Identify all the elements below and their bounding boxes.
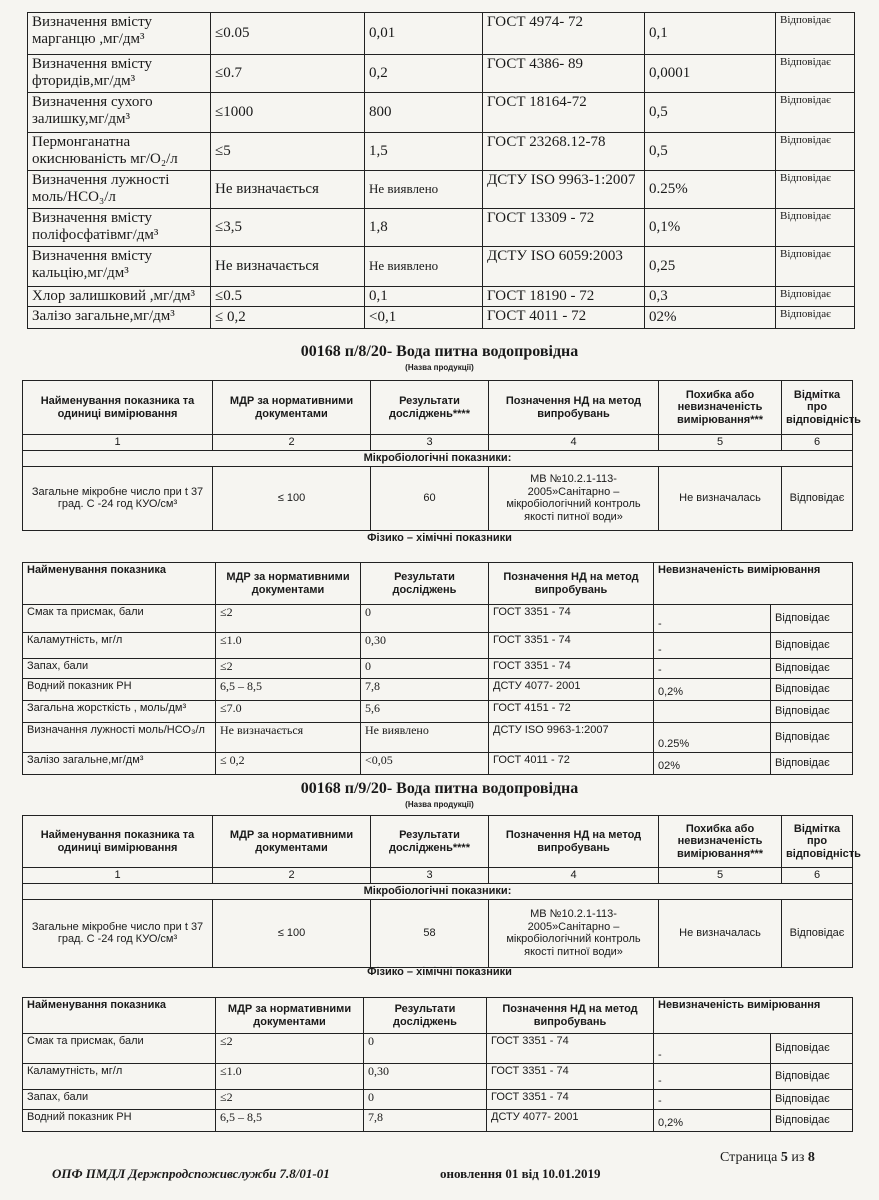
phys-row-comp: Відповідає [771,659,853,679]
top-table-row [28,133,855,171]
phys-row-uncert: - [654,1064,771,1090]
top-row-method: ГОСТ 4974- 72 [483,13,645,55]
top-row-uncert: 0,1% [645,209,776,247]
s1-ph-norm: МДР за нормативними документами [216,563,361,605]
table-row [23,701,853,723]
top-row-norm: ≤0.7 [211,55,365,93]
phys-row-uncert: 0,2% [654,1110,771,1132]
s2-num-4: 4 [489,868,659,884]
top-row-comp: Відповідає [776,209,855,247]
top-row-comp: Відповідає [776,13,855,55]
phys-row-method: ДСТУ 4077- 2001 [489,679,654,701]
top-row-norm: ≤ 0,2 [211,307,365,329]
phys-row-comp: Відповідає [771,723,853,753]
s2-micro-name: Загальне мікробне число при t 37 град. С -24 год КУО/см³ [23,899,213,967]
phys-row-norm: ≤2 [216,605,361,633]
phys-row-name: Залізо загальне,мг/дм³ [23,753,216,775]
s1-num-2: 2 [213,435,371,451]
phys-row-method: ДСТУ ISO 9963-1:2007 [489,723,654,753]
phys-row-method: ГОСТ 3351 - 74 [489,659,654,679]
s1-num-6: 6 [782,435,853,451]
top-table-row [28,209,855,247]
page-number [720,1150,815,1166]
phys-row-uncert: - [654,1090,771,1110]
phys-row-method: ГОСТ 4151 - 72 [489,701,654,723]
s2-num-1: 1 [23,868,213,884]
phys-row-uncert: - [654,1034,771,1064]
top-table-row [28,307,855,329]
top-row-norm: ≤3,5 [211,209,365,247]
section2-subtitle: (Назва продукції) [405,800,474,809]
s1-h-method: Позначення НД на метод випробувань [489,381,659,435]
s2-h-norm: МДР за нормативними документами [213,816,371,868]
phys-row-name: Каламутність, мг/л [23,633,216,659]
top-row-name: Визначення вмісту фторидів,мг/дм³ [28,55,211,93]
phys-row-name: Смак та присмак, бали [23,1034,216,1064]
top-table-row [28,55,855,93]
top-row-method: ДСТУ ISO 6059:2003 [483,247,645,287]
phys-row-method: ДСТУ 4077- 2001 [487,1110,654,1132]
table-row [23,723,853,753]
top-row-method: ГОСТ 23268.12-78 [483,133,645,171]
phys-row-uncert [654,701,771,723]
phys-row-name: Запах, бали [23,659,216,679]
top-row-comp: Відповідає [776,93,855,133]
top-row-result: <0,1 [365,307,483,329]
phys-row-name: Водний показник РН [23,1110,216,1132]
top-table-row [28,247,855,287]
s2-h-comp: Відмітка про відповідність [782,816,853,868]
page-total: 8 [807,1150,815,1165]
s2-micro-result: 58 [371,899,489,967]
phys-row-result: 0 [361,659,489,679]
phys-row-comp: Відповідає [771,679,853,701]
page-num: 5 [780,1150,788,1165]
s2-micro-uncert: Не визначалась [659,899,782,967]
s1-micro-method: МВ №10.2.1-113-2005»Санітарно – мікробіологічний контроль якості питної води» [489,466,659,530]
phys-row-norm: Не визначається [216,723,361,753]
s1-ph-method: Позначення НД на метод випробувань [489,563,654,605]
s1-ph-name: Найменування показника [23,563,216,605]
s1-micro-result: 60 [371,466,489,530]
top-row-result: 0,2 [365,55,483,93]
s1-num-1: 1 [23,435,213,451]
phys-row-method: ГОСТ 3351 - 74 [489,605,654,633]
top-row-result: 1,5 [365,133,483,171]
top-results-table [27,12,855,329]
table-row [23,753,853,775]
phys-row-comp: Відповідає [771,605,853,633]
top-row-method: ГОСТ 18164-72 [483,93,645,133]
phys-row-norm: 6,5 – 8,5 [216,1110,364,1132]
section1-phys-caption: Фізико – хімічні показники [367,532,512,544]
s1-h-name: Найменування показника та одиниці вимірювання [23,381,213,435]
top-row-method: ДСТУ ISO 9963-1:2007 [483,171,645,209]
section2-title: 00168 п/9/20- Вода питна водопровідна [300,780,579,797]
top-row-method: ГОСТ 4011 - 72 [483,307,645,329]
top-row-name: Залізо загальне,мг/дм³ [28,307,211,329]
section1-phys-table [22,562,853,775]
table-row [23,659,853,679]
s2-h-name: Найменування показника та одиниці вимірювання [23,816,213,868]
top-row-name: Визначення вмісту кальцію,мг/дм³ [28,247,211,287]
top-row-comp: Відповідає [776,55,855,93]
phys-row-norm: ≤1.0 [216,633,361,659]
top-row-name: Визначення сухого залишку,мг/дм³ [28,93,211,133]
section2-phys-table [22,997,853,1132]
phys-row-norm: 6,5 – 8,5 [216,679,361,701]
phys-row-method: ГОСТ 4011 - 72 [489,753,654,775]
top-row-result: 0,01 [365,13,483,55]
phys-row-name: Каламутність, мг/л [23,1064,216,1090]
phys-row-norm: ≤7.0 [216,701,361,723]
top-row-uncert: 0,25 [645,247,776,287]
top-row-method: ГОСТ 18190 - 72 [483,287,645,307]
top-row-name: Визначення лужності моль/НСО₃/л [28,171,211,209]
phys-row-result: 7,8 [361,679,489,701]
s2-micro-caption: Мікробіологічні показники: [23,883,853,899]
s2-h-uncert: Похибка або невизначеність вимірювання*** [659,816,782,868]
top-row-comp: Відповідає [776,171,855,209]
s2-ph-result: Результати досліджень [364,998,487,1034]
phys-row-uncert: 0,2% [654,679,771,701]
s1-num-3: 3 [371,435,489,451]
phys-row-name: Загальна жорсткість , моль/дм³ [23,701,216,723]
phys-row-comp: Відповідає [771,1064,853,1090]
top-table-row [28,13,855,55]
phys-row-result: 0,30 [361,633,489,659]
table-row [23,633,853,659]
s1-num-5: 5 [659,435,782,451]
s2-h-method: Позначення НД на метод випробувань [489,816,659,868]
phys-row-comp: Відповідає [771,633,853,659]
phys-row-uncert: - [654,605,771,633]
phys-row-comp: Відповідає [771,753,853,775]
phys-row-name: Водний показник РН [23,679,216,701]
top-row-name: Визначення вмісту поліфосфатівмг/дм³ [28,209,211,247]
top-table-row [28,171,855,209]
page-of: из [791,1150,805,1165]
top-row-uncert: 0,5 [645,93,776,133]
top-row-norm: ≤0.5 [211,287,365,307]
top-row-uncert: 02% [645,307,776,329]
top-row-norm: ≤0.05 [211,13,365,55]
s1-micro-caption: Мікробіологічні показники: [23,450,853,466]
footer-org: ОПФ ПМДЛ Держпродспоживслужби 7.8/01-01 [52,1166,330,1181]
table-row [23,1064,853,1090]
table-row [23,1090,853,1110]
top-row-uncert: 0,1 [645,13,776,55]
section2-micro-table [22,815,861,968]
top-row-name: Визначення вмісту марганцю ,мг/дм³ [28,13,211,55]
s1-micro-norm: ≤ 100 [213,466,371,530]
top-row-name: Хлор залишковий ,мг/дм³ [28,287,211,307]
table-row [23,605,853,633]
top-row-comp: Відповідає [776,247,855,287]
s2-num-3: 3 [371,868,489,884]
s2-ph-name: Найменування показника [23,998,216,1034]
s2-micro-comp: Відповідає [782,899,853,967]
phys-row-uncert: - [654,633,771,659]
top-row-uncert: 0,5 [645,133,776,171]
phys-row-norm: ≤1.0 [216,1064,364,1090]
top-table-row [28,93,855,133]
top-row-result: Не виявлено [365,171,483,209]
phys-row-method: ГОСТ 3351 - 74 [489,633,654,659]
table-row [23,1034,853,1064]
phys-row-result: 0,30 [364,1064,487,1090]
top-row-comp: Відповідає [776,287,855,307]
phys-row-uncert: - [654,659,771,679]
s2-ph-norm: МДР за нормативними документами [216,998,364,1034]
phys-row-comp: Відповідає [771,1110,853,1132]
phys-row-norm: ≤2 [216,1034,364,1064]
top-row-comp: Відповідає [776,307,855,329]
s2-num-5: 5 [659,868,782,884]
s2-h-result: Результати досліджень**** [371,816,489,868]
s1-ph-result: Результати досліджень [361,563,489,605]
s1-ph-uncert: Невизначеність вимірювання [654,563,853,605]
table-row [23,679,853,701]
top-row-result: 800 [365,93,483,133]
top-row-name: Пермонганатна окиснюваність мг/О₂/л [28,133,211,171]
top-row-result: 1,8 [365,209,483,247]
page-label: Страница [720,1150,778,1165]
section1-title: 00168 п/8/20- Вода питна водопровідна [300,343,579,360]
phys-row-norm: ≤ 0,2 [216,753,361,775]
s1-micro-comp: Відповідає [782,466,853,530]
section2-phys-caption: Фізико – хімічні показники [367,966,512,978]
s2-ph-method: Позначення НД на метод випробувань [487,998,654,1034]
s2-num-6: 6 [782,868,853,884]
top-row-norm: Не визначається [211,247,365,287]
phys-row-comp: Відповідає [771,1090,853,1110]
top-row-method: ГОСТ 4386- 89 [483,55,645,93]
phys-row-name: Визначання лужності моль/НСО₃/л [23,723,216,753]
top-row-norm: ≤1000 [211,93,365,133]
top-row-uncert: 0,0001 [645,55,776,93]
phys-row-method: ГОСТ 3351 - 74 [487,1034,654,1064]
s1-h-result: Результати досліджень**** [371,381,489,435]
top-row-method: ГОСТ 13309 - 72 [483,209,645,247]
phys-row-result: 5,6 [361,701,489,723]
phys-row-method: ГОСТ 3351 - 74 [487,1064,654,1090]
s1-h-comp: Відмітка про відповідність [782,381,853,435]
phys-row-result: Не виявлено [361,723,489,753]
s2-num-2: 2 [213,868,371,884]
phys-row-comp: Відповідає [771,701,853,723]
s2-ph-uncert: Невизначеність вимірювання [654,998,853,1034]
phys-row-result: 0 [361,605,489,633]
phys-row-comp: Відповідає [771,1034,853,1064]
s1-micro-uncert: Не визначалась [659,466,782,530]
table-row [23,1110,853,1132]
phys-row-result: 0 [364,1090,487,1110]
section1-subtitle: (Назва продукції) [405,363,474,372]
top-row-result: Не виявлено [365,247,483,287]
phys-row-norm: ≤2 [216,659,361,679]
phys-row-name: Смак та присмак, бали [23,605,216,633]
s2-micro-norm: ≤ 100 [213,899,371,967]
s2-micro-method: МВ №10.2.1-113-2005»Санітарно – мікробіологічний контроль якості питної води» [489,899,659,967]
footer-update: оновлення 01 від 10.01.2019 [440,1166,601,1181]
section1-micro-table [22,380,861,531]
s1-micro-name: Загальне мікробне число при t 37 град. С -24 год КУО/см³ [23,466,213,530]
top-row-norm: Не визначається [211,171,365,209]
s1-num-4: 4 [489,435,659,451]
s1-h-uncert: Похибка або невизначеність вимірювання*** [659,381,782,435]
phys-row-norm: ≤2 [216,1090,364,1110]
phys-row-result: 0 [364,1034,487,1064]
phys-row-name: Запах, бали [23,1090,216,1110]
phys-row-uncert: 02% [654,753,771,775]
s1-h-norm: МДР за нормативними документами [213,381,371,435]
phys-row-method: ГОСТ 3351 - 74 [487,1090,654,1110]
top-row-result: 0,1 [365,287,483,307]
top-table-row [28,287,855,307]
top-row-norm: ≤5 [211,133,365,171]
phys-row-result: 7,8 [364,1110,487,1132]
phys-row-uncert: 0.25% [654,723,771,753]
phys-row-result: <0,05 [361,753,489,775]
top-row-uncert: 0,3 [645,287,776,307]
top-row-comp: Відповідає [776,133,855,171]
top-row-uncert: 0.25% [645,171,776,209]
